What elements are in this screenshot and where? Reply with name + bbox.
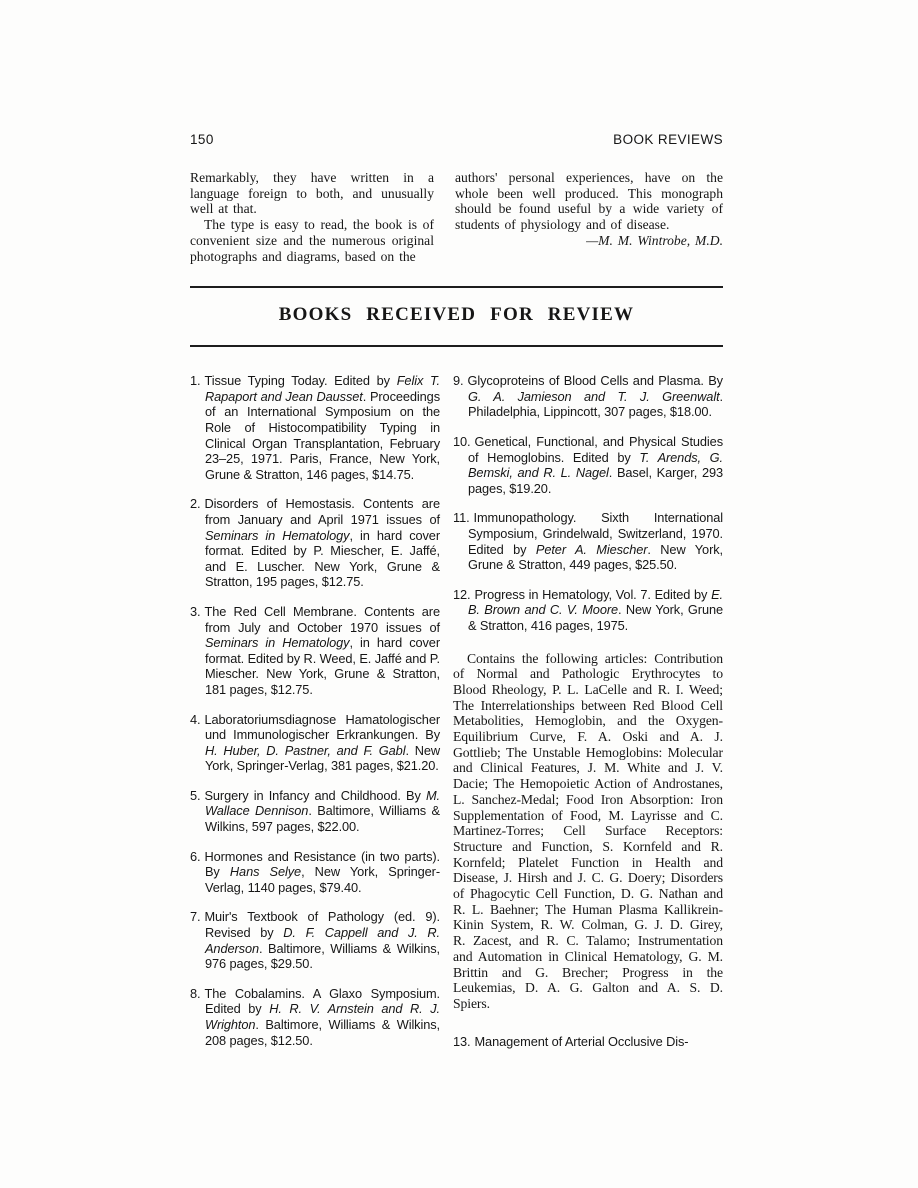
- book-citation: Laboratoriumsdiagnose Hamatologischer und Immunologischer Erkrankungen. By H. Huber, D. Pastner, and F. Gabl. New York, Springer-Verlag, 381 pages, $21.20.: [204, 711, 440, 774]
- book-number: 3.: [190, 603, 201, 619]
- book-list-item: [453, 510, 723, 572]
- book-number: 6.: [190, 848, 201, 864]
- book-list-item: [190, 712, 440, 774]
- book-number: 10.: [453, 434, 471, 449]
- book-list-item: [190, 788, 440, 835]
- books-received-list: [190, 373, 723, 1063]
- book-list-item: [190, 604, 440, 698]
- book-list-item: [453, 373, 723, 420]
- review-paragraph: Remarkably, they have written in a language foreign to both, and unusually well at that.: [190, 170, 434, 217]
- review-tail-right-column: [455, 170, 723, 264]
- books-right-column: [453, 373, 723, 1063]
- review-tail-left-column: [190, 170, 434, 264]
- book-number: 4.: [190, 711, 201, 727]
- review-paragraph: authors' personal experiences, have on the whole been well produced. This monograph should be found useful by a wide variety of students of physiology and of disease.: [455, 170, 723, 233]
- book-citation: Disorders of Hemostasis. Contents are from January and April 1971 issues of Seminars in Hematology, in hard cover format. Edited by P. Miescher, E. Jaffé, and E. Luscher. New York, Grune & Stratton, 195 pages, $12.75.: [204, 496, 440, 590]
- book-number: 2.: [190, 496, 201, 512]
- book-number: 9.: [453, 373, 464, 389]
- contents-note: Contains the following articles: Contribution of Normal and Pathologic Erythrocytes to Blood Rheology, P. L. LaCelle and R. I. Weed; The Interrelationships between Red Blood Cell Metabolities, Hemoglobin, and the Oxygen-Equilibrium Curve, F. A. Oski and A. J. Gottlieb; The Unstable Hemoglobins: Molecular and Clinical Features, J. M. White and J. V. Dacie; The Hemopoietic Action of Androstanes, L. Sanchez-Medal; Food Iron Absorption: Iron Supplementation of Food, M. Layrisse and C. Martinez-Torres; Cell Surface Receptors: Structure and Function, S. Kornfeld and R. Kornfeld; Platelet Function in Health and Disease, J. Hirsh and J. C. G. Doery; Disorders of Phagocytic Cell Function, D. G. Nathan and R. L. Baehner; The Human Plasma Kallikrein-Kinin System, R. W. Colman, G. J. D. Girey, R. Zacest, and R. C. Talamo; Instrumentation and Automation in Clinical Hematology, G. M. Brittin and G. Brecher; Progress in the Leukemias, D. A. G. Galton and A. S. D. Spiers.: [453, 650, 723, 1011]
- book-citation: Genetical, Functional, and Physical Studies of Hemoglobins. Edited by T. Arends, G. Bemski, and R. L. Nagel. Basel, Karger, 293 pages, $19.20.: [468, 434, 723, 496]
- page-number: 150: [190, 132, 214, 147]
- book-citation: Surgery in Infancy and Childhood. By M. Wallace Dennison. Baltimore, Williams & Wilkins, 597 pages, $22.00.: [204, 787, 440, 835]
- book-number: 1.: [190, 373, 201, 389]
- book-list-item: [453, 434, 723, 496]
- book-list-item: [453, 587, 723, 634]
- book-number: 13.: [453, 1033, 471, 1049]
- book-citation: Management of Arterial Occlusive Dis-: [474, 1033, 689, 1049]
- book-citation: Hormones and Resistance (in two parts). By Hans Selye, New York, Springer-Verlag, 1140 pages, $79.40.: [204, 848, 440, 895]
- section-title: BOOKS RECEIVED FOR REVIEW: [278, 304, 635, 326]
- books-right-tail: [453, 1034, 723, 1050]
- book-citation: The Cobalamins. A Glaxo Symposium. Edited by H. R. V. Arnstein and R. J. Wrighton. Baltimore, Williams & Wilkins, 208 pages, $12.50.: [204, 985, 440, 1048]
- book-citation: Progress in Hematology, Vol. 7. Edited by E. B. Brown and C. V. Moore. New York, Grune & Stratton, 416 pages, 1975.: [468, 586, 723, 633]
- book-number: 12.: [453, 586, 471, 602]
- book-list-item: [190, 849, 440, 896]
- book-list-item: [190, 373, 440, 482]
- book-list-item: [453, 1034, 723, 1050]
- books-left-column: [190, 373, 440, 1062]
- book-citation: The Red Cell Membrane. Contents are from July and October 1970 issues of Seminars in Hematology, in hard cover format. Edited by R. Weed, E. Jaffé and P. Miescher. New York, Grune & Stratton, 181 pages, $12.75.: [204, 603, 440, 697]
- running-title: BOOK REVIEWS: [613, 132, 723, 147]
- book-citation: Tissue Typing Today. Edited by Felix T. Rapaport and Jean Dausset. Proceedings of an International Symposium on the Role of Histocompatibility Typing in Clinical Organ Transplantation, February 23–25, 1971. Paris, France, New York, Grune & Stratton, 146 pages, $14.75.: [204, 373, 440, 482]
- review-paragraph: The type is easy to read, the book is of convenient size and the numerous original photographs and diagrams, based on the: [190, 217, 434, 264]
- running-header: [190, 132, 723, 147]
- book-citation: Immunopathology. Sixth International Symposium, Grindelwald, Switzerland, 1970. Edited by Peter A. Miescher. New York, Grune & Stratton, 449 pages, $25.50.: [468, 510, 723, 573]
- journal-page: [190, 132, 723, 1063]
- book-number: 11.: [453, 510, 470, 526]
- book-number: 8.: [190, 985, 201, 1001]
- books-right-top: [453, 373, 723, 633]
- book-citation: Muir's Textbook of Pathology (ed. 9). Revised by D. F. Cappell and J. R. Anderson. Baltimore, Williams & Wilkins, 976 pages, $29.50.: [204, 909, 440, 972]
- section-banner: [190, 286, 723, 347]
- review-tail-section: [190, 170, 723, 264]
- reviewer-byline: —M. M. Wintrobe, M.D.: [586, 232, 723, 248]
- book-list-item: [190, 496, 440, 590]
- book-number: 7.: [190, 909, 201, 925]
- book-citation: Glycoproteins of Blood Cells and Plasma. By G. A. Jamieson and T. J. Greenwalt. Philadelphia, Lippincott, 307 pages, $18.00.: [467, 373, 723, 420]
- book-list-item: [190, 909, 440, 971]
- book-list-item: [190, 986, 440, 1048]
- book-number: 5.: [190, 787, 201, 803]
